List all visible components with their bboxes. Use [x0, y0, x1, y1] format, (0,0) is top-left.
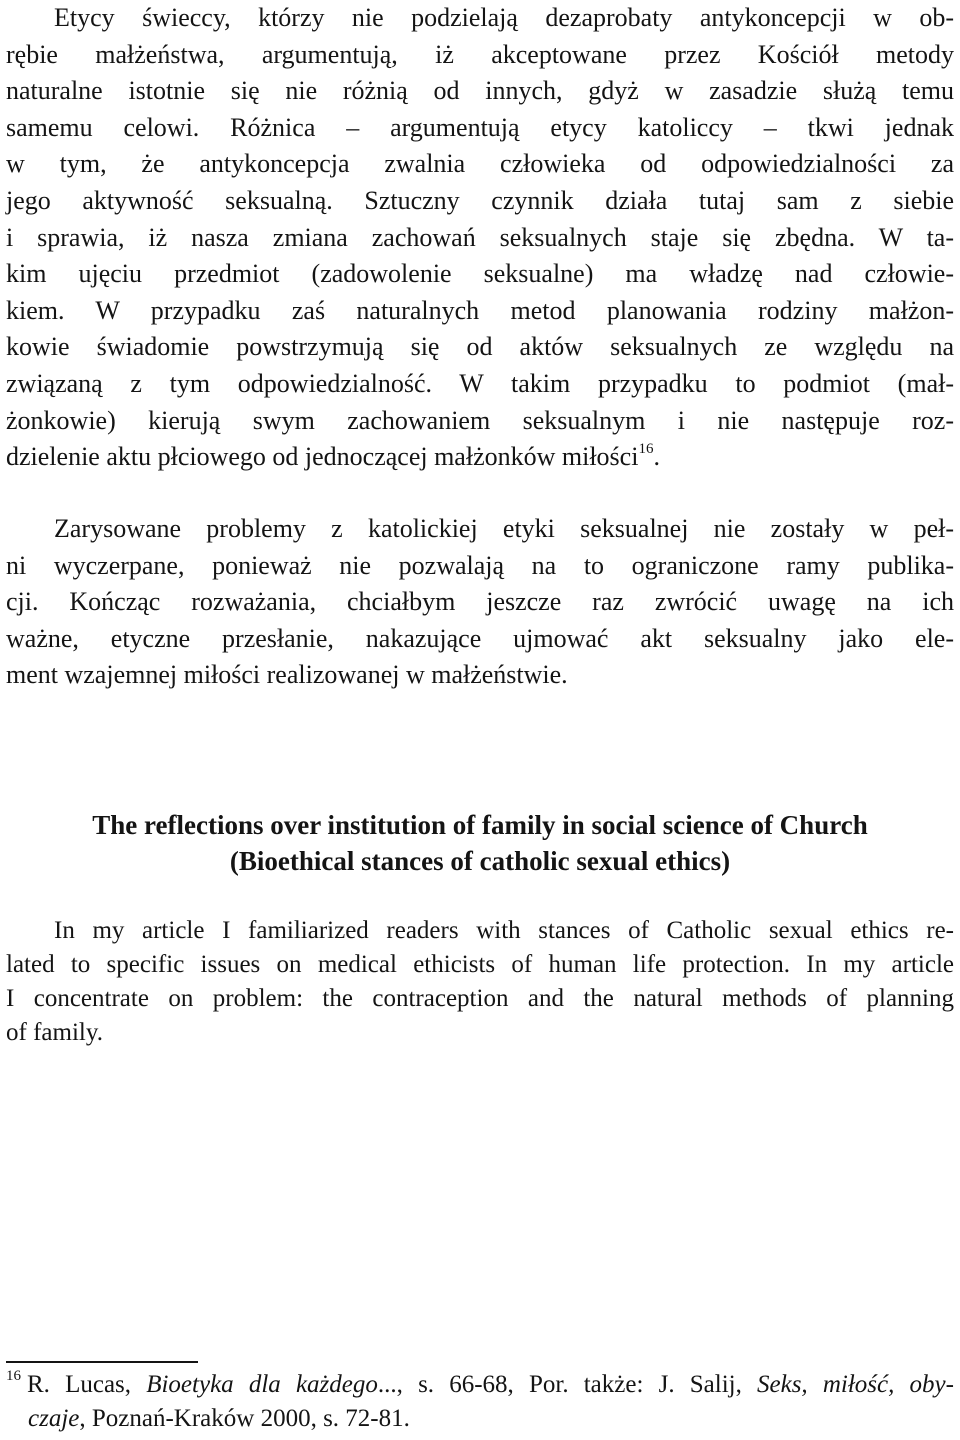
- body-paragraph-1: [6, 0, 954, 476]
- text-line: rębie małżeństwa, argumentują, iż akceptowane przez Kościół metody: [6, 39, 954, 69]
- body-paragraph-2: [6, 511, 954, 694]
- summary-title: The reflections over institution of family in social science of Church: [92, 810, 868, 840]
- footnote-line: [6, 1402, 954, 1436]
- text-line: I concentrate on problem: the contraception and the natural methods of planning: [6, 985, 954, 1012]
- text-line: ni wyczerpane, ponieważ nie pozwalają na to ograniczone ramy publika-: [6, 550, 954, 580]
- text-line: jego aktywność seksualną. Sztuczny czynnik działa tutaj sam z siebie: [6, 185, 954, 215]
- footnote-author: R. Lucas,: [27, 1371, 147, 1398]
- text-line-final: [6, 439, 954, 476]
- text-line: kiem. W przypadku zaś naturalnych metod planowania rodziny małżon-: [6, 295, 954, 325]
- footnote-number: 16: [6, 1368, 21, 1384]
- text-line: lated to specific issues on medical ethicists of human life protection. In my article: [6, 951, 954, 978]
- text-line: kim ujęciu przedmiot (zadowolenie seksualne) ma władzę nad człowie-: [6, 259, 954, 289]
- summary-subtitle: (Bioethical stances of catholic sexual ethics): [229, 846, 731, 876]
- footnote-book-title: czaje: [28, 1405, 80, 1432]
- text-line: samemu celowi. Różnica – argumentują etycy katoliccy – tkwi jednak: [6, 112, 954, 142]
- sentence-period: .: [653, 442, 660, 472]
- footnote-reference[interactable]: 16: [638, 441, 654, 458]
- text-line: In my article I familiarized readers with stances of Catholic sexual ethics re-: [54, 917, 954, 944]
- footnote-book-title: Bioetyka dla każdego: [146, 1371, 378, 1398]
- text-line: kowie świadomie powstrzymują się od aktów seksualnych ze względu na: [6, 332, 954, 362]
- text-line: naturalne istotnie się nie różnią od innych, gdyż w zasadzie służą temu: [6, 76, 954, 106]
- footnote-book-title: Seks, miłość, oby-: [757, 1371, 954, 1398]
- text-fragment: dzielenie aktu płciowego od jednoczącej małżonków miłości: [6, 442, 639, 472]
- footnote-divider: [6, 1361, 198, 1363]
- footnote-line: [6, 1368, 954, 1402]
- text-line: Zarysowane problemy z katolickiej etyki seksualnej nie zostały w peł-: [54, 514, 954, 543]
- text-line: ważne, etyczne przesłanie, nakazujące ujmować akt seksualny jako ele-: [6, 623, 954, 653]
- text-line: cji. Kończąc rozważania, chciałbym jeszcze raz zwrócić uwagę na ich: [6, 587, 954, 617]
- text-line: ment wzajemnej miłości realizowanej w małżeństwie.: [6, 660, 568, 690]
- text-line: of family.: [6, 1019, 103, 1046]
- text-line: w tym, że antykoncepcja zwalnia człowieka od odpowiedzialności za: [6, 149, 954, 179]
- summary-abstract: [6, 914, 954, 1050]
- footnote-citation: ..., s. 66-68, Por. także: J. Salij,: [377, 1371, 758, 1398]
- text-line: Etycy świeccy, którzy nie podzielają dezaprobaty antykoncepcji w ob-: [54, 3, 954, 32]
- text-line: żonkowie) kierują swym zachowaniem seksualnym i nie następuje roz-: [6, 405, 954, 435]
- text-line: związaną z tym odpowiedzialność. W takim przypadku to podmiot (mał-: [6, 368, 954, 398]
- footnote-citation: , Poznań-Kraków 2000, s. 72-81.: [79, 1405, 410, 1432]
- text-line: i sprawia, iż nasza zmiana zachowań seksualnych staje się zbędna. W ta-: [6, 222, 954, 252]
- footnote-16: [6, 1368, 954, 1436]
